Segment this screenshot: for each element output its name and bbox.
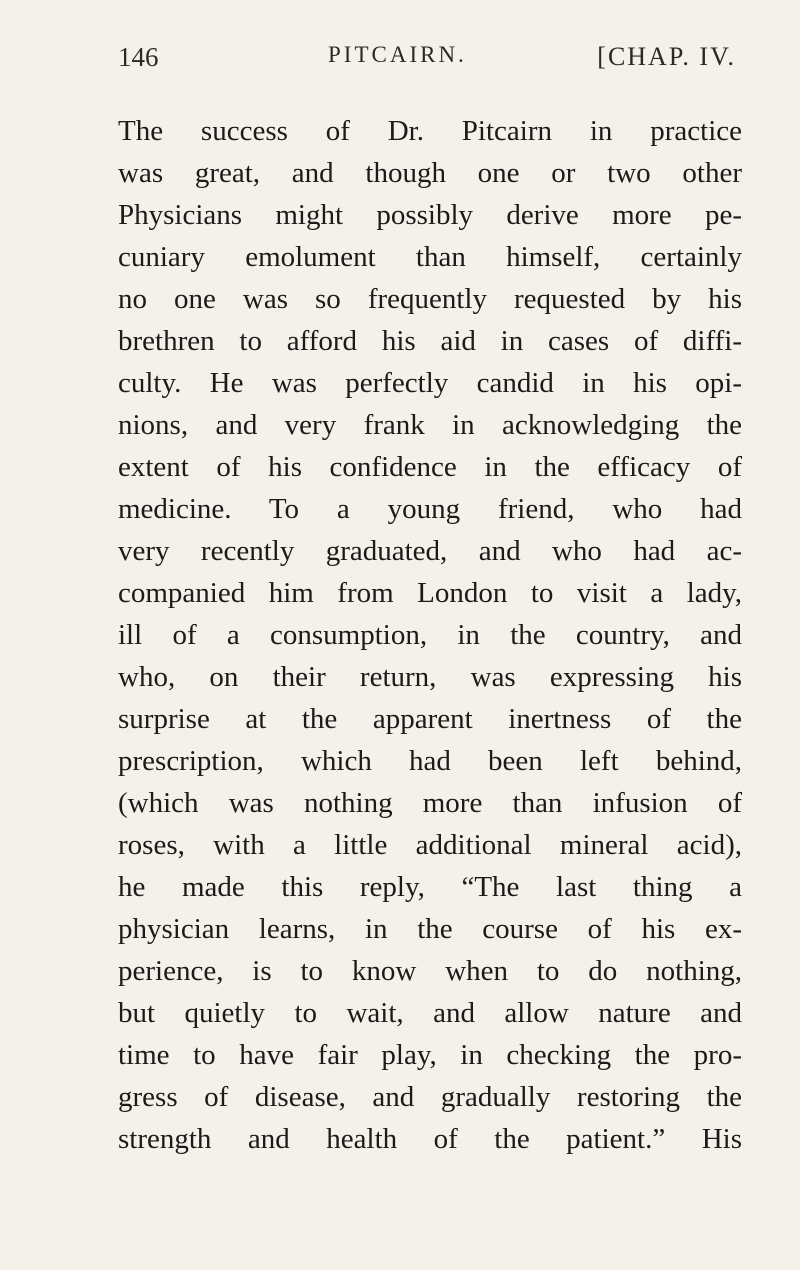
page-number: 146 [118, 42, 159, 72]
text-line: (which was nothing more than infusion of [118, 787, 742, 819]
text-line: time to have fair play, in checking the pro- [118, 1039, 742, 1071]
text-line: perience, is to know when to do nothing, [118, 955, 742, 987]
text-line: medicine. To a young friend, who had [118, 493, 742, 525]
text-line: nions, and very frank in acknowledging the [118, 409, 742, 441]
running-title: PITCAIRN. [328, 42, 467, 67]
text-line: brethren to afford his aid in cases of diffi- [118, 325, 742, 357]
text-line: ill of a consumption, in the country, and [118, 619, 742, 651]
text-line: cuniary emolument than himself, certainly [118, 241, 742, 273]
text-line: very recently graduated, and who had ac- [118, 535, 742, 567]
text-line: prescription, which had been left behind, [118, 745, 742, 777]
text-line: who, on their return, was expressing his [118, 661, 742, 693]
text-line: extent of his confidence in the efficacy of [118, 451, 742, 483]
chapter-reference: [CHAP. IV. [597, 42, 736, 71]
text-line: roses, with a little additional mineral acid), [118, 829, 742, 861]
text-line: The success of Dr. Pitcairn in practice [118, 115, 742, 147]
text-line: he made this reply, “The last thing a [118, 871, 742, 903]
running-head [118, 42, 736, 86]
text-line: Physicians might possibly derive more pe- [118, 199, 742, 231]
text-line: surprise at the apparent inertness of the [118, 703, 742, 735]
text-line: strength and health of the patient.” His [118, 1123, 742, 1155]
text-line: was great, and though one or two other [118, 157, 742, 189]
text-line: no one was so frequently requested by his [118, 283, 742, 315]
body-text [118, 110, 742, 1160]
text-line: culty. He was perfectly candid in his opi- [118, 367, 742, 399]
text-line: gress of disease, and gradually restoring the [118, 1081, 742, 1113]
text-line: companied him from London to visit a lady, [118, 577, 742, 609]
text-line: but quietly to wait, and allow nature and [118, 997, 742, 1029]
text-line: physician learns, in the course of his ex- [118, 913, 742, 945]
